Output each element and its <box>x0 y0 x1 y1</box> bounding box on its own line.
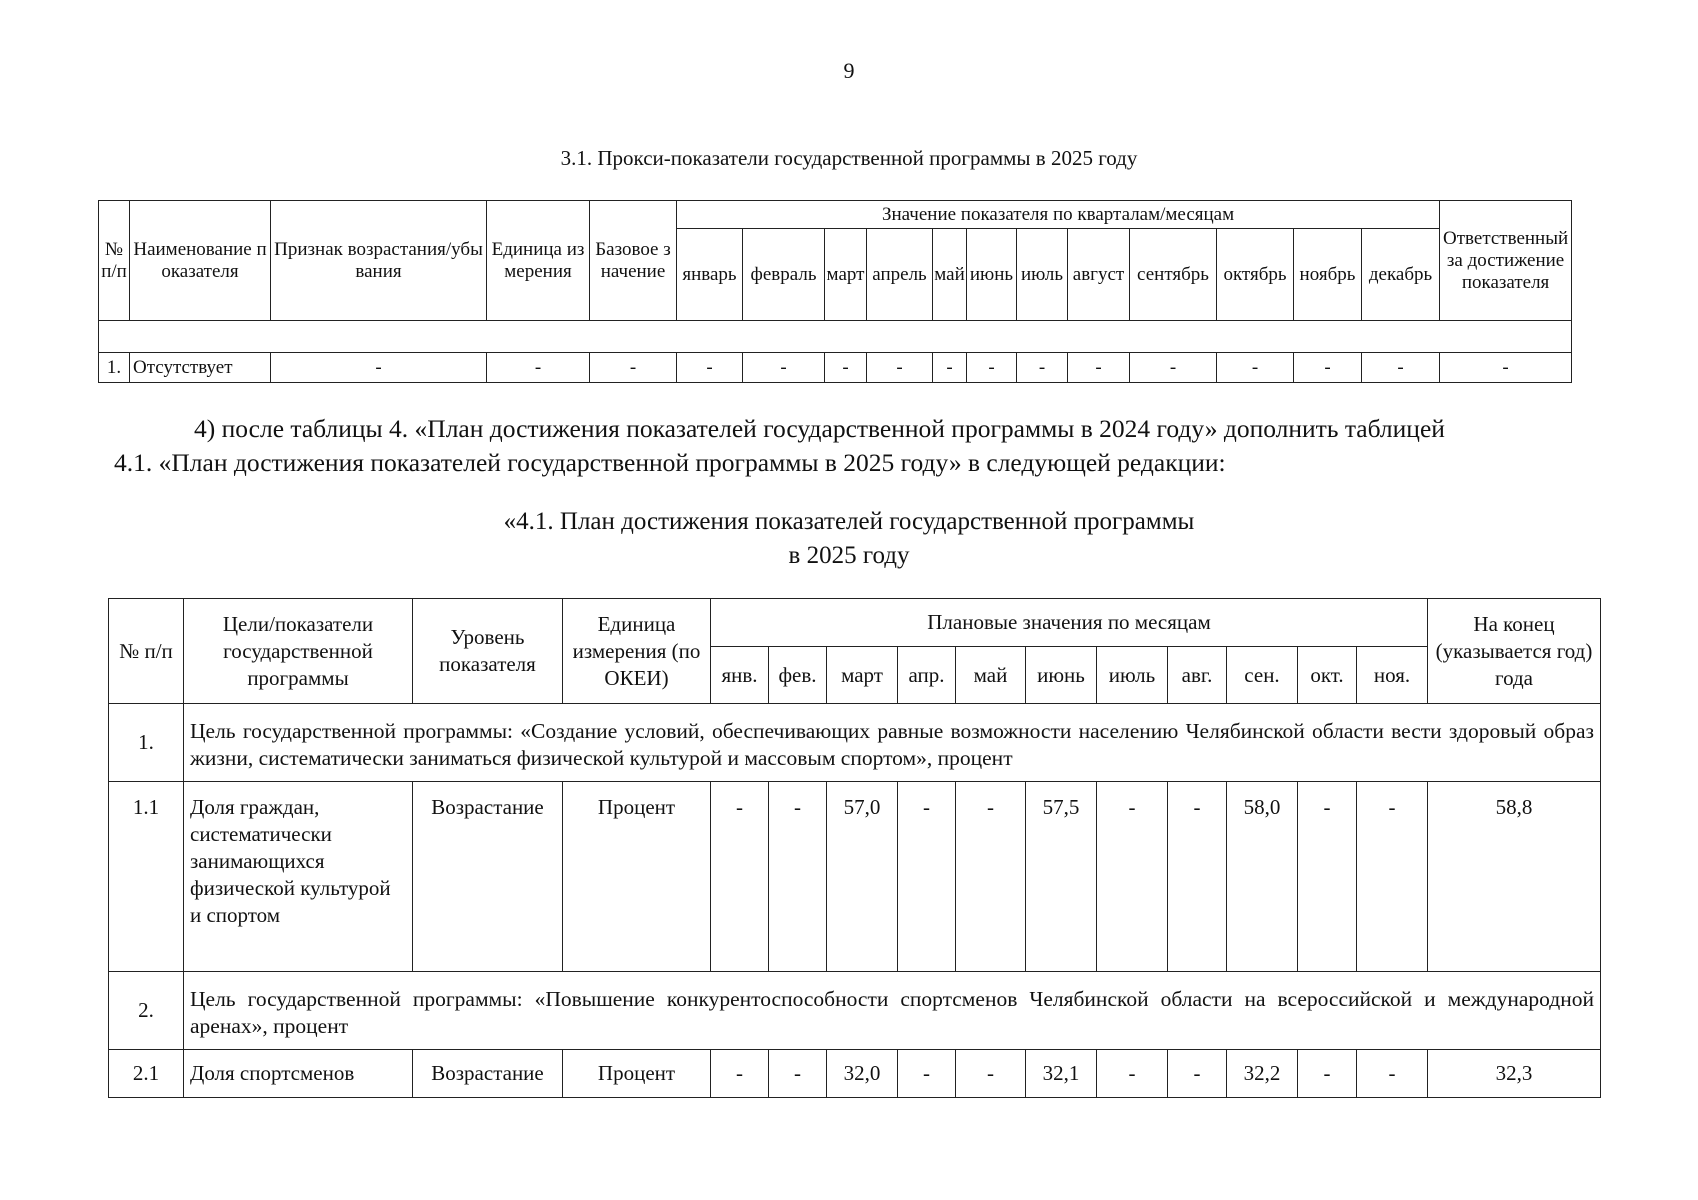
t1-header-sign: Признак возрастания/убывания <box>271 201 487 321</box>
t2-goal2-num: 2. <box>109 972 184 1050</box>
table2-title-line: «4.1. План достижения показателей государственной программы <box>503 508 1195 535</box>
t1-month-header: декабрь <box>1362 229 1440 321</box>
t2-month-header: авг. <box>1168 647 1227 704</box>
paragraph-line: 4.1. «План достижения показателей государственной программы в 2025 году» в следующей редакции: <box>114 448 1226 477</box>
t2-header-group: Плановые значения по месяцам <box>711 599 1428 647</box>
t2-month-header: апр. <box>898 647 956 704</box>
t1-month-header: июнь <box>967 229 1017 321</box>
table-row <box>109 782 1601 972</box>
t1-month-header: октябрь <box>1217 229 1294 321</box>
table-row <box>109 972 1601 1050</box>
t1-cell-unit: - <box>487 353 590 383</box>
t1-month-header: апрель <box>867 229 933 321</box>
t1-month-header: май <box>933 229 967 321</box>
t2-month-header: янв. <box>711 647 769 704</box>
t2-ind2-name: Доля спортсменов <box>184 1050 413 1098</box>
t1-cell-month: - <box>1217 353 1294 383</box>
t1-header-num: № п/п <box>99 201 130 321</box>
t1-cell-num: 1. <box>99 353 130 383</box>
t1-cell-month: - <box>967 353 1017 383</box>
t2-ind2-value: 32,2 <box>1227 1050 1298 1098</box>
t1-header-name: Наименование показателя <box>130 201 271 321</box>
t1-cell-month: - <box>825 353 867 383</box>
t1-cell-sign: - <box>271 353 487 383</box>
t2-ind1-value: - <box>956 782 1026 972</box>
t2-ind1-value: 57,5 <box>1026 782 1097 972</box>
t2-ind2-value: 32,1 <box>1026 1050 1097 1098</box>
amendment-paragraph <box>114 412 1594 480</box>
t2-goal1-num: 1. <box>109 704 184 782</box>
t1-month-header: ноябрь <box>1294 229 1362 321</box>
t2-header-unit: Единица измерения (по ОКЕИ) <box>563 599 711 704</box>
t2-ind2-unit: Процент <box>563 1050 711 1098</box>
t2-ind2-value: - <box>1357 1050 1428 1098</box>
t2-header-num: № п/п <box>109 599 184 704</box>
t1-header-group: Значение показателя по кварталам/месяцам <box>677 201 1440 229</box>
t1-empty-row <box>99 321 1572 353</box>
t2-month-header: июль <box>1097 647 1168 704</box>
proxy-indicators-table <box>98 200 1572 383</box>
t1-cell-base: - <box>590 353 677 383</box>
t2-ind1-value: 57,0 <box>827 782 898 972</box>
t2-ind1-value: - <box>1298 782 1357 972</box>
t2-header-goals: Цели/показатели государственной программы <box>184 599 413 704</box>
t2-header-level: Уровень показателя <box>413 599 563 704</box>
t2-ind2-value: - <box>898 1050 956 1098</box>
t2-ind2-value: - <box>1168 1050 1227 1098</box>
t2-ind2-num: 2.1 <box>109 1050 184 1098</box>
t1-header-responsible: Ответственный за достижение показателя <box>1440 201 1572 321</box>
t2-month-header: фев. <box>769 647 827 704</box>
t2-ind2-value: - <box>711 1050 769 1098</box>
t1-cell-month: - <box>677 353 743 383</box>
t1-cell-name: Отсутствует <box>130 353 271 383</box>
t2-ind1-name: Доля граждан, систематически занимающихся физической культурой и спортом <box>184 782 413 972</box>
table-row <box>109 1050 1601 1098</box>
t2-ind2-value: - <box>1298 1050 1357 1098</box>
t2-ind1-value: - <box>1097 782 1168 972</box>
table1-title: 3.1. Прокси-показатели государственной программы в 2025 году <box>560 146 1138 170</box>
table2-title-line: в 2025 году <box>788 542 910 569</box>
t1-cell-month: - <box>743 353 825 383</box>
page-number: 9 <box>843 58 855 83</box>
t2-ind1-value: - <box>1168 782 1227 972</box>
t2-ind2-level: Возрастание <box>413 1050 563 1098</box>
t2-goal2-text: Цель государственной программы: «Повышение конкурентоспособности спортсменов Челябинской области на всероссийской и международной аренах», процент <box>184 972 1601 1050</box>
t2-month-header: сен. <box>1227 647 1298 704</box>
t2-header-end: На конец (указывается год) года <box>1428 599 1601 704</box>
t1-cell-month: - <box>1294 353 1362 383</box>
t1-month-header: январь <box>677 229 743 321</box>
t2-ind1-level: Возрастание <box>413 782 563 972</box>
t2-ind1-value: - <box>769 782 827 972</box>
t1-month-header: февраль <box>743 229 825 321</box>
t2-ind2-value: - <box>1097 1050 1168 1098</box>
t2-ind1-value: - <box>711 782 769 972</box>
t1-cell-month: - <box>1130 353 1217 383</box>
t1-month-header: август <box>1068 229 1130 321</box>
t1-cell-month: - <box>1017 353 1068 383</box>
table2-title <box>0 505 1698 573</box>
t2-ind2-value: - <box>956 1050 1026 1098</box>
t1-cell-month: - <box>1068 353 1130 383</box>
t2-ind2-value: - <box>769 1050 827 1098</box>
t2-ind1-value: - <box>898 782 956 972</box>
t2-month-header: май <box>956 647 1026 704</box>
t1-header-unit: Единица измерения <box>487 201 590 321</box>
t1-cell-month: - <box>933 353 967 383</box>
t2-month-header: июнь <box>1026 647 1097 704</box>
t2-month-header: ноя. <box>1357 647 1428 704</box>
achievement-plan-table <box>108 598 1601 1098</box>
t2-ind1-end: 58,8 <box>1428 782 1601 972</box>
table-row <box>109 704 1601 782</box>
t2-month-header: март <box>827 647 898 704</box>
t2-goal1-text: Цель государственной программы: «Создание условий, обеспечивающих равные возможности населению Челябинской области вести здоровый образ жизни, систематически заниматься физической культурой и массовым спортом», процент <box>184 704 1601 782</box>
table-row <box>99 353 1572 383</box>
t2-month-header: окт. <box>1298 647 1357 704</box>
t2-ind1-unit: Процент <box>563 782 711 972</box>
t1-month-header: март <box>825 229 867 321</box>
t1-cell-month: - <box>867 353 933 383</box>
t2-ind1-num: 1.1 <box>109 782 184 972</box>
t1-month-header: сентябрь <box>1130 229 1217 321</box>
paragraph-line: 4) после таблицы 4. «План достижения показателей государственной программы в 2024 году» дополнить таблицей <box>194 414 1445 443</box>
t1-cell-month: - <box>1362 353 1440 383</box>
t1-header-base: Базовое значение <box>590 201 677 321</box>
t2-ind1-value: 58,0 <box>1227 782 1298 972</box>
t2-ind2-end: 32,3 <box>1428 1050 1601 1098</box>
t1-month-header: июль <box>1017 229 1068 321</box>
t2-ind1-value: - <box>1357 782 1428 972</box>
t1-cell-responsible: - <box>1440 353 1572 383</box>
t2-ind2-value: 32,0 <box>827 1050 898 1098</box>
